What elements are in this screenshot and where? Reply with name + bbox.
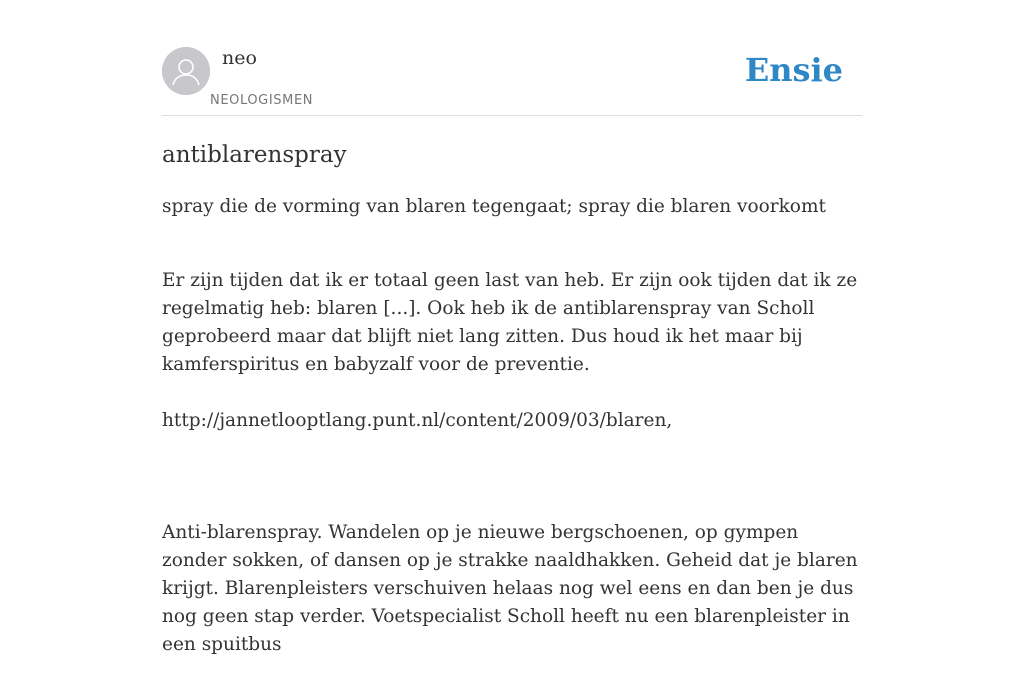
avatar[interactable] [162, 47, 210, 95]
header-divider [162, 115, 862, 116]
example-paragraph: Anti-blarenspray. Wandelen op je nieuwe bergschoenen, op gympen zonder sokken, of dansen op je strakke naaldhakken. Geheid dat je blaren krijgt. Blarenpleisters verschuiven helaas nog wel eens en dan ben je dus nog geen stap verder. Voetspecialist Scholl heeft nu een blarenpleister in een spuitbus [162, 522, 858, 655]
entry-definition: spray die de vorming van blaren tegengaat; spray die blaren voorkomt [162, 196, 826, 217]
entry-body [162, 239, 862, 687]
brand-logo[interactable]: Ensie [744, 51, 843, 89]
category-label[interactable]: NEOLOGISMEN [210, 93, 314, 108]
example-paragraph: Er zijn tijden dat ik er totaal geen last van heb. Er zijn ook tijden dat ik ze regelmatig heb: blaren [...]. Ook heb ik de antiblarenspray van Scholl geprobeerd maar dat blijft niet lang zitten. Dus houd ik het maar bij kamferspiritus en babyzalf voor de preventie. [162, 270, 858, 375]
source-link[interactable]: http://jannetlooptlang.punt.nl/content/2009/03/blaren, [162, 410, 673, 431]
entry-title: antiblarenspray [162, 142, 347, 168]
user-icon [162, 47, 210, 95]
paragraph-gap [162, 463, 862, 491]
author-name[interactable]: neo [222, 47, 257, 69]
